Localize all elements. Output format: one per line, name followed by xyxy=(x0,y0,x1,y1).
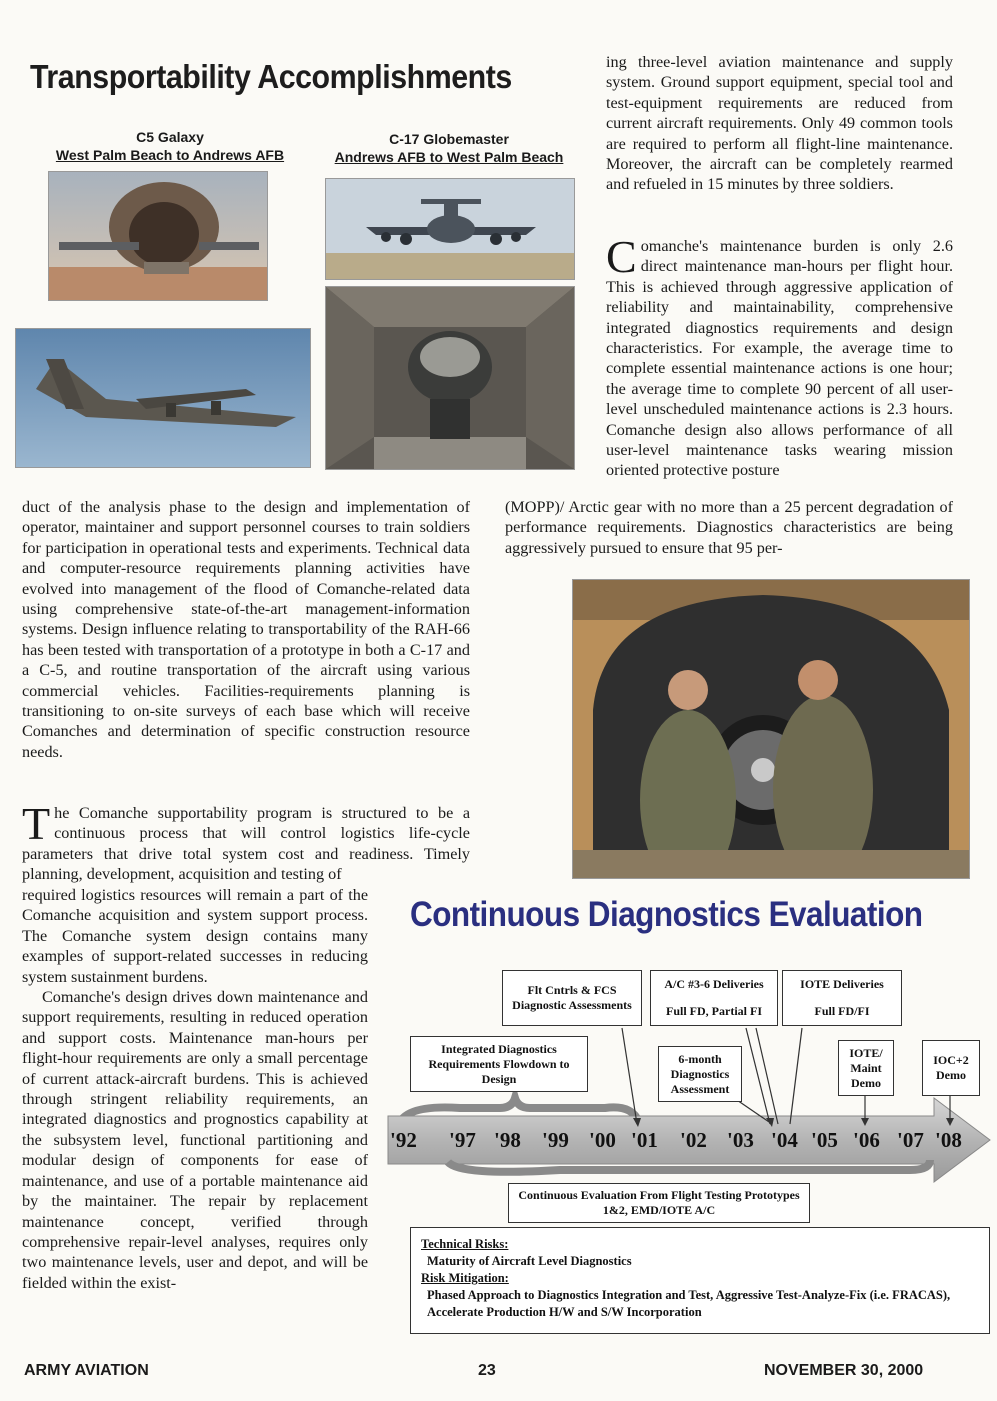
iote-deliveries-label: IOTE Deliveries xyxy=(800,977,884,991)
c5-route: West Palm Beach to Andrews AFB xyxy=(55,147,285,163)
ac-deliveries-label: A/C #3-6 Deliveries xyxy=(664,977,764,991)
left-paragraph-1: duct of the analysis phase to the design and implementation of operator, maintainer and support personnel courses to train soldiers for participation in operational tests and experiments. Technical data and computer-resource requirements planning activities have evolved into management of the flood of Comanche-related data using comprehensive state-of-the-art management-information systems. Design influence relating to transportability of the RAH-66 has been tested with transportation of a prototype in both a C-17 and a C-5, and routine transportation of the aircraft using various commercial vehicles. Facilities-requirements planning is transitioning to on-site surveys of each base which will receive Comanches and determination of specific construction resource needs. xyxy=(22,498,470,761)
flt-cntrls-box: Flt Cntrls & FCS Diagnostic Assessments xyxy=(502,970,642,1026)
footer-publication: ARMY AVIATION xyxy=(24,1362,149,1379)
iote-deliveries-detail: Full FD/FI xyxy=(814,1004,870,1018)
dropcap-t: T xyxy=(22,798,51,849)
year-label: '92 xyxy=(390,1128,417,1152)
c17-route: Andrews AFB to West Palm Beach xyxy=(334,149,564,165)
year-label: '02 xyxy=(680,1128,707,1152)
year-label: '04 xyxy=(771,1128,798,1152)
year-label: '07 xyxy=(897,1128,924,1152)
left-paragraph-4: Comanche's design drives down maintenance and support requirements, resulting in reduced operation and support costs. Maintenance man-hours per flight-hour requirements are only a small percentage of current attack-aircraft burdens. This is achieved through stringent reliability requirements, an integrated diagnostics and prognostics capability at the subsystem level, functional partitioning and modular design of components for ease of maintenance, and use of a portable maintenance aid by the maintainer. The repair by replacement maintenance concept, verified through comprehensive repair-level analyses, requires only two maintenance levels, user and depot, and will be fielded within the exist- xyxy=(22,988,368,1292)
left-paragraph-3: required logistics resources will remain a part of the Comanche acquisition and system support process. The Comanche system design contains many examples of support-related successes in reducing system sustainment burdens. xyxy=(22,886,368,986)
year-label: '97 xyxy=(449,1128,476,1152)
c5-name: C5 Galaxy xyxy=(136,129,204,145)
risk-title: Technical Risks: xyxy=(421,1237,509,1251)
year-label: '03 xyxy=(727,1128,754,1152)
left-paragraph-2: he Comanche supportability program is structured to be a continuous process that will control logistics life-cycle parameters that drive total system cost and readiness. Timely planning, development, acquisition and testing of xyxy=(22,804,470,884)
iote-maint-demo-box: IOTE/ Maint Demo xyxy=(838,1040,894,1096)
dropcap-c: C xyxy=(606,231,637,282)
risk-item: Maturity of Aircraft Level Diagnostics xyxy=(427,1254,632,1268)
year-label: '98 xyxy=(494,1128,521,1152)
risk-box xyxy=(410,1227,990,1334)
c17-name: C-17 Globemaster xyxy=(389,131,509,147)
ac-deliveries-box xyxy=(650,970,778,1026)
ioc-demo-box: IOC+2 Demo xyxy=(922,1040,980,1096)
iote-deliveries-box xyxy=(782,970,902,1026)
year-label: '06 xyxy=(853,1128,880,1152)
integrated-diagnostics-box: Integrated Diagnostics Requirements Flowdown to Design xyxy=(410,1036,588,1092)
continuous-evaluation-box: Continuous Evaluation From Flight Testing Prototypes 1&2, EMD/IOTE A/C xyxy=(508,1183,810,1223)
footer-page-number: 23 xyxy=(478,1362,496,1379)
year-label: '01 xyxy=(631,1128,658,1152)
year-label: '08 xyxy=(935,1128,962,1152)
diagram-title: Continuous Diagnostics Evaluation xyxy=(410,895,923,934)
right-paragraph-1: ing three-level aviation maintenance and supply system. Ground support equipment, special tool and test-equipment requirements are reduced from current aircraft requirements. Only 49 common tools are required to perform all flight-line maintenance. Moreover, the aircraft can be completely rearmed and refueled in 15 minutes by three soldiers. xyxy=(606,53,953,194)
year-label: '00 xyxy=(589,1128,616,1152)
mitigation-item: Phased Approach to Diagnostics Integration and Test, Aggressive Test-Analyze-Fix (i.e. FRACAS), Accelerate Production H/W and S/W Incorporation xyxy=(427,1288,951,1319)
footer-date: NOVEMBER 30, 2000 xyxy=(764,1362,924,1379)
year-label: '99 xyxy=(542,1128,569,1152)
page-title: Transportability Accomplishments xyxy=(30,58,512,95)
right-paragraph-2-end: (MOPP)/ Arctic gear with no more than a 25 percent degradation of performance requirements. Diagnostics characteristics are being aggressively pursued to ensure that 95 per- xyxy=(505,498,953,557)
ac-deliveries-detail: Full FD, Partial FI xyxy=(666,1004,762,1018)
right-paragraph-2: omanche's maintenance burden is only 2.6 direct maintenance man-hours per flight hour. This is achieved through aggressive application of reliability and maintainability, comprehensive integrated diagnostics requirements and design characteristics. For example, the average time to complete essential maintenance actions is one hour; the average time to complete 90 percent of all user-level unscheduled maintenance actions is 2.3 hours. Comanche design also allows performance of all user-level maintenance tasks wearing mission oriented protective posture xyxy=(606,237,953,480)
mitigation-title: Risk Mitigation: xyxy=(421,1271,509,1285)
six-month-assessment-box: 6-month Diagnostics Assessment xyxy=(658,1046,742,1102)
year-label: '05 xyxy=(811,1128,838,1152)
